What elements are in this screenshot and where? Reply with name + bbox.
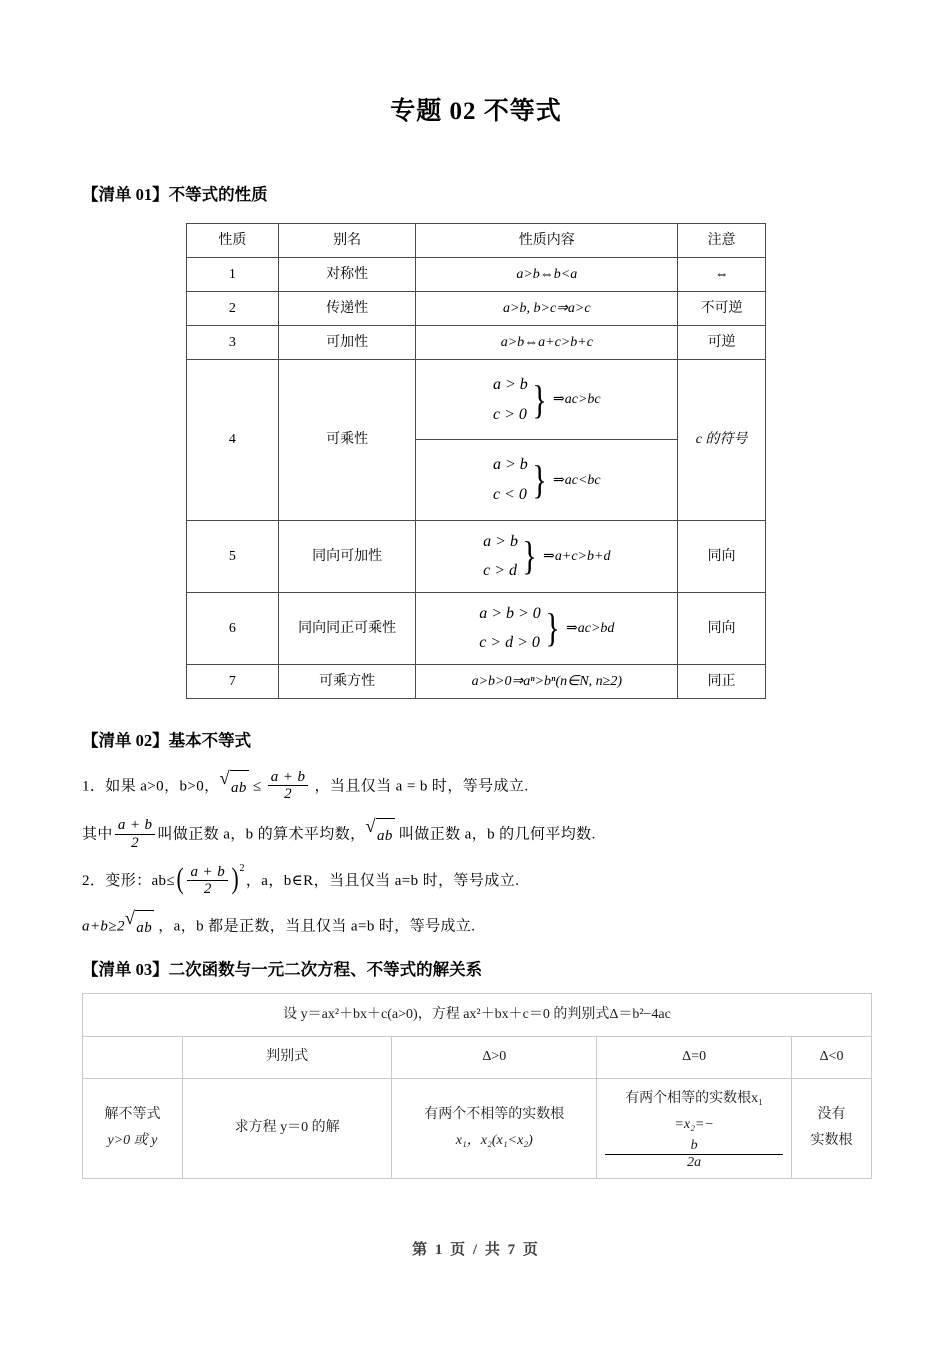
cell-line-1: 有两个不相等的实数根	[424, 1106, 565, 1122]
section-heading-02: 【清单 02】基本不等式	[82, 731, 252, 750]
table-caption-row	[83, 993, 872, 1037]
radicand: ab	[230, 770, 249, 806]
sub-row	[416, 360, 677, 440]
sqrt-expression	[366, 816, 395, 854]
system-line-2: c > d	[483, 562, 518, 580]
line4-suffix: ，a，b 都是正数，当且仅当 a=b 时，等号成立.	[158, 918, 476, 935]
cell-line-2	[603, 1112, 785, 1171]
row-note: 同正	[678, 665, 766, 699]
fraction-numerator: a + b	[187, 864, 228, 882]
row-alias: 可加性	[278, 326, 416, 360]
fraction	[268, 769, 309, 804]
fraction-denominator: 2	[131, 834, 140, 851]
row-alias: 可乘方性	[278, 665, 416, 699]
table-row	[187, 258, 766, 292]
cell-solve-equation: 求方程 y＝0 的解	[182, 1078, 391, 1179]
table-row	[187, 592, 766, 664]
system-result: ⇒ac<bc	[553, 472, 601, 488]
cell-line-1: 没有	[817, 1106, 846, 1122]
cell-lines	[798, 1102, 865, 1155]
page-footer: 第 1 页 / 共 7 页	[412, 1242, 540, 1258]
row-number: 1	[187, 258, 279, 292]
row-number: 5	[187, 520, 279, 592]
quadratic-table-wrapper	[0, 983, 952, 1180]
cell-line-2: 实数根	[810, 1133, 853, 1149]
cell-two-equal-roots	[597, 1078, 792, 1179]
row-content: a>b⇔a+c>b+c	[416, 326, 678, 360]
right-brace-icon: }	[532, 376, 547, 422]
fraction-numerator: a + b	[268, 769, 309, 787]
quadratic-relations-table	[82, 993, 872, 1180]
system-line-2: c < 0	[493, 486, 527, 504]
fraction-denominator: 2	[284, 786, 292, 803]
system-lines	[493, 450, 530, 509]
fraction	[605, 1138, 783, 1170]
fraction-denominator: 2a	[687, 1154, 702, 1170]
row-note: ⇔	[678, 258, 766, 292]
system-cell	[416, 360, 677, 440]
exponent: 2	[239, 862, 245, 874]
basic-inequality-line-2	[0, 806, 952, 854]
system-lines	[479, 599, 543, 658]
col-header-empty	[83, 1037, 183, 1079]
cell-solve-inequality	[83, 1078, 183, 1179]
fraction-numerator: b	[605, 1138, 783, 1155]
row-note: 可逆	[678, 326, 766, 360]
row-content	[416, 520, 678, 592]
cell-lines	[89, 1102, 176, 1155]
row-content-split	[416, 360, 678, 520]
system-line-1: a > b	[483, 532, 518, 550]
col-header-alias: 别名	[278, 224, 416, 258]
row-content: a>b>0⇒aⁿ>bⁿ(n∈N, n≥2)	[416, 665, 678, 699]
basic-inequality-line-4	[0, 900, 952, 946]
row-number: 2	[187, 292, 279, 326]
cell-lines	[603, 1086, 785, 1172]
row-note: c 的符号	[678, 360, 766, 520]
row-alias: 传递性	[278, 292, 416, 326]
relation-symbol: ≤	[252, 778, 262, 795]
system-line-1: a > b	[493, 376, 528, 394]
radical-sign-icon: √	[219, 767, 230, 788]
table-header-row	[187, 224, 766, 258]
radicand: ab	[135, 910, 154, 946]
parenthesized-power	[175, 861, 246, 900]
row-content: a>b, b>c⇒a>c	[416, 292, 678, 326]
col-header-delta-negative: Δ<0	[792, 1037, 872, 1079]
left-paren-icon: (	[176, 861, 185, 895]
properties-table	[186, 223, 766, 699]
basic-inequality-line-3	[0, 854, 952, 899]
table-row	[83, 1078, 872, 1179]
row-alias: 同向可加性	[278, 520, 416, 592]
table-header-row	[83, 1037, 872, 1079]
radical-sign-icon: √	[124, 907, 136, 928]
right-paren-icon: )	[231, 861, 240, 895]
col-header-delta-positive: Δ>0	[392, 1037, 597, 1079]
cell-line-2: y>0 或 y	[107, 1133, 158, 1149]
system-line-1: a > b	[493, 456, 528, 474]
line3-prefix: 2．变形：ab≤	[82, 873, 176, 890]
row-content	[416, 592, 678, 664]
table-row	[187, 360, 766, 520]
cell-line-2: x₁，x₂(x₁<x₂)	[455, 1133, 533, 1149]
row-note: 同向	[678, 592, 766, 664]
cell-line-1: 有两个相等的实数根x₁	[625, 1090, 764, 1106]
page-title: 专题 02 不等式	[390, 98, 562, 125]
row-note: 不可逆	[678, 292, 766, 326]
line4-prefix: a+b≥2	[82, 918, 125, 935]
cell-lines	[398, 1102, 590, 1155]
table-row	[187, 665, 766, 699]
system-lines	[493, 370, 530, 429]
row-alias: 同向同正可乘性	[278, 592, 416, 664]
equation-system	[483, 527, 610, 586]
sub-row	[416, 440, 677, 520]
system-line-2: c > 0	[493, 405, 527, 423]
equation-system	[479, 599, 614, 658]
radicand: ab	[376, 818, 395, 854]
cell-two-distinct-roots	[392, 1078, 597, 1179]
radical-sign-icon: √	[365, 816, 376, 836]
right-brace-icon: }	[532, 457, 547, 503]
col-header-property: 性质	[187, 224, 279, 258]
row-alias: 可乘性	[278, 360, 416, 520]
properties-table-wrapper	[0, 207, 952, 699]
col-header-content: 性质内容	[416, 224, 678, 258]
table-row	[187, 292, 766, 326]
line2-prefix: 其中	[82, 826, 113, 843]
fraction-numerator: a + b	[115, 817, 156, 835]
right-brace-icon: }	[522, 533, 537, 579]
sqrt-expression	[220, 768, 249, 806]
row-content: a>b⇔b<a	[416, 258, 678, 292]
basic-inequality-line-1	[0, 754, 952, 806]
cell-no-real-roots	[792, 1078, 872, 1179]
row-number: 7	[187, 665, 279, 699]
sqrt-expression	[125, 908, 154, 946]
system-result: ⇒ac>bc	[553, 392, 601, 408]
col-header-discriminant: 判别式	[182, 1037, 391, 1079]
system-lines	[483, 527, 520, 586]
row-number: 6	[187, 592, 279, 664]
line2-middle: 叫做正数 a，b 的算术平均数，	[157, 826, 366, 843]
fraction	[187, 864, 228, 899]
table-row	[187, 326, 766, 360]
row-alias: 对称性	[278, 258, 416, 292]
table-caption: 设 y＝ax²＋bx＋c(a>0)，方程 ax²＋bx＋c＝0 的判别式Δ＝b²−4ac	[83, 993, 872, 1037]
system-line-2: c > d > 0	[479, 634, 540, 652]
col-header-note: 注意	[678, 224, 766, 258]
line3-suffix: ，a，b∈R，当且仅当 a=b 时，等号成立.	[245, 873, 520, 890]
system-result: ⇒a+c>b+d	[543, 548, 611, 564]
row-number: 4	[187, 360, 279, 520]
line2-suffix: 叫做正数 a，b 的几何平均数.	[398, 826, 596, 843]
equation-system	[493, 370, 601, 429]
sub-table	[416, 360, 677, 519]
fraction-denominator: 2	[203, 881, 212, 898]
right-brace-icon: }	[545, 605, 560, 651]
table-row	[187, 520, 766, 592]
section-heading-03: 【清单 03】二次函数与一元二次方程、不等式的解关系	[82, 959, 483, 979]
fraction	[115, 817, 156, 852]
system-result: ⇒ac>bd	[566, 620, 615, 636]
row-number: 3	[187, 326, 279, 360]
col-header-delta-zero: Δ=0	[597, 1037, 792, 1079]
equality-expression: =x₂=−	[674, 1117, 714, 1133]
section-heading-01: 【清单 01】不等式的性质	[82, 184, 268, 204]
system-line-1: a > b > 0	[479, 604, 541, 622]
equation-system	[493, 450, 601, 509]
line1-prefix: 1．如果 a>0，b>0，	[82, 778, 220, 795]
cell-line-1: 解不等式	[104, 1106, 161, 1122]
line1-suffix: ，当且仅当 a = b 时，等号成立.	[314, 778, 529, 795]
row-note: 同向	[678, 520, 766, 592]
system-cell	[416, 440, 677, 520]
